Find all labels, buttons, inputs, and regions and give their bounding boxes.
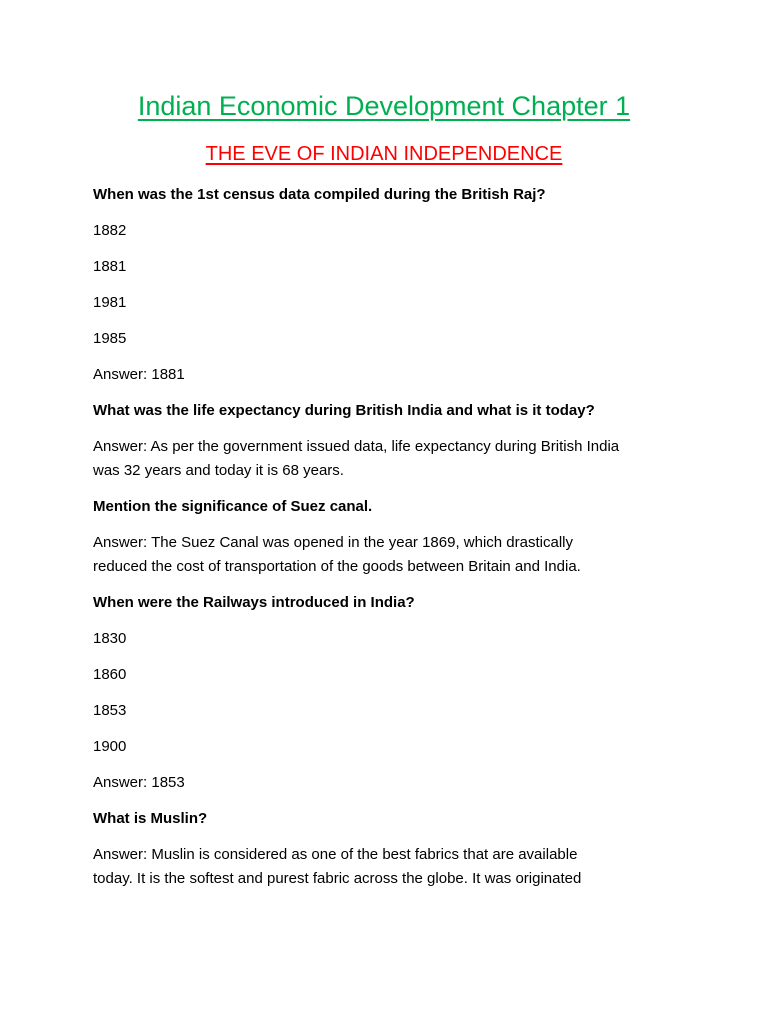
- chapter-subtitle: THE EVE OF INDIAN INDEPENDENCE: [205, 143, 563, 165]
- question-census: When was the 1st census data compiled during the British Raj?: [93, 186, 546, 203]
- answer-line: Answer: 1853: [93, 774, 185, 791]
- answer-line: today. It is the softest and purest fabric across the globe. It was originated: [93, 870, 582, 887]
- option-line: 1985: [93, 330, 127, 347]
- answer-line: was 32 years and today it is 68 years.: [93, 462, 344, 479]
- option-line: 1882: [93, 222, 127, 239]
- option-line: 1881: [93, 258, 127, 275]
- option-line: 1853: [93, 702, 127, 719]
- question-muslin: What is Muslin?: [93, 810, 208, 827]
- option-line: 1900: [93, 738, 127, 755]
- question-life-expectancy: What was the life expectancy during British India and what is it today?: [93, 402, 595, 419]
- answer-line: Answer: As per the government issued data, life expectancy during British India: [93, 438, 620, 455]
- option-line: 1830: [93, 630, 127, 647]
- answer-line: Answer: The Suez Canal was opened in the year 1869, which drastically: [93, 534, 573, 551]
- answer-line: Answer: 1881: [93, 366, 185, 383]
- question-suez-canal: Mention the significance of Suez canal.: [93, 498, 373, 515]
- option-line: 1860: [93, 666, 127, 683]
- question-railways: When were the Railways introduced in India?: [93, 594, 415, 611]
- answer-line: Answer: Muslin is considered as one of the best fabrics that are available: [93, 846, 578, 863]
- page-title: Indian Economic Development Chapter 1: [137, 91, 631, 121]
- option-line: 1981: [93, 294, 127, 311]
- answer-line: reduced the cost of transportation of the goods between Britain and India.: [93, 558, 581, 575]
